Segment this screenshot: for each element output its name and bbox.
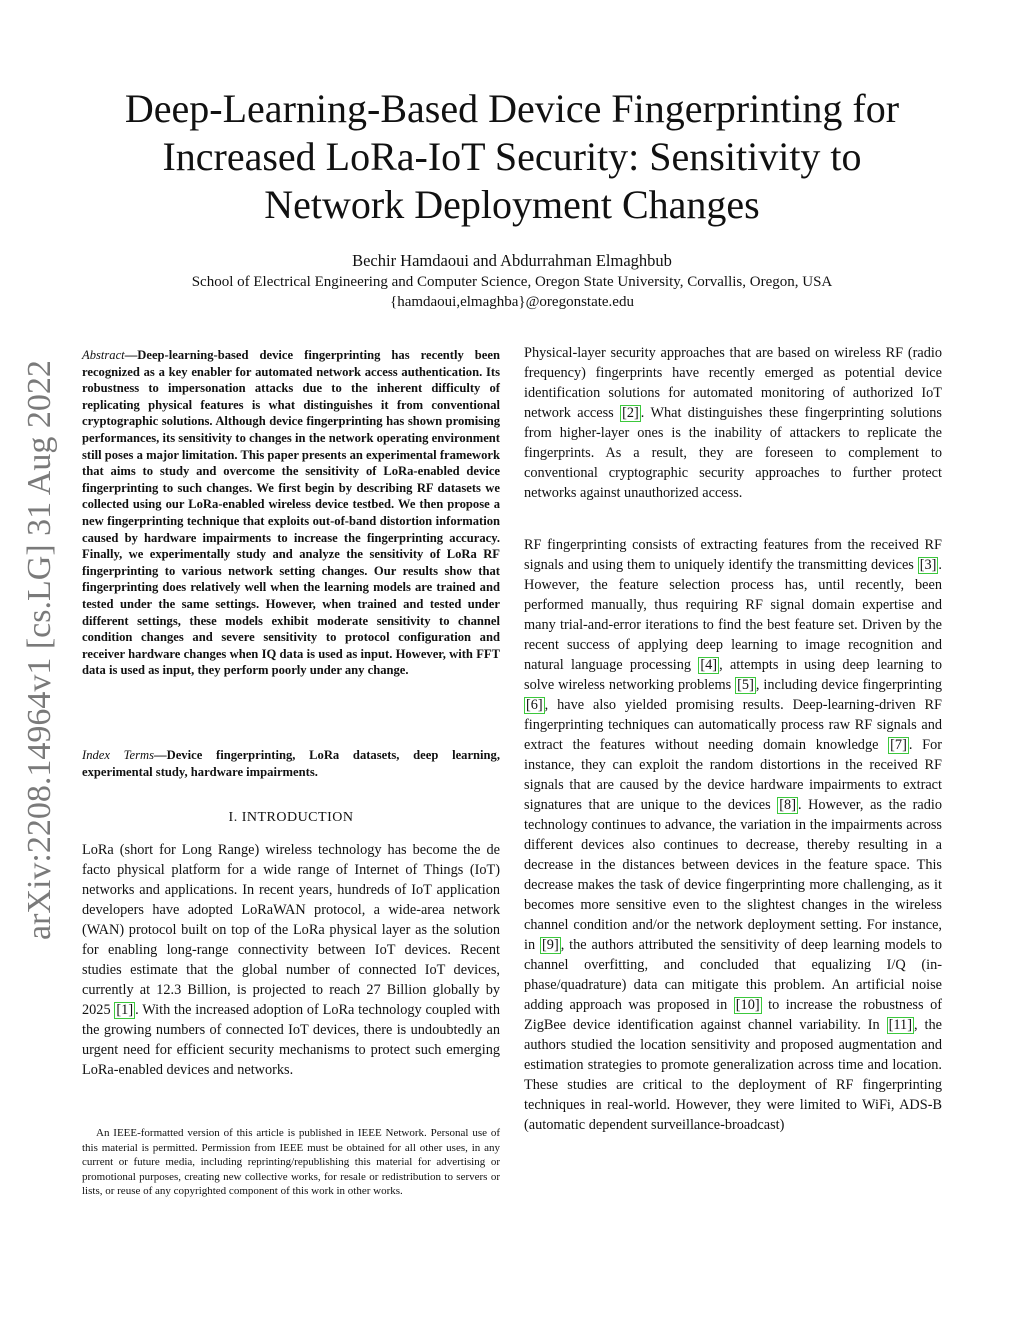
citation-link[interactable]: [7] bbox=[890, 737, 907, 753]
paragraph-text: , the authors attributed the sensitivity of deep learning models to channel overfitting, and concluded that equalizing I/Q (in-phase/quadrature) data can mitigate this problem. An artificial noise adding approach was proposed in bbox=[524, 937, 943, 1013]
citation-link[interactable]: [5] bbox=[737, 677, 754, 693]
right-paragraph-2 bbox=[524, 535, 942, 1135]
abstract-text: —Deep-learning-based device fingerprinting has recently been recognized as a key enabler for automated network access authentication. Its robustness to impersonation attacks due to the inherent difficulty of replicating physical features is what distinguishes it from conventional cryptographic solutions. Although device fingerprinting has shown promising performances, its sensitivity to changes in the network operating environment still poses a major limitation. This paper presents an experimental framework that aims to study and overcome the sensitivity of LoRa-enabled device fingerprinting to such changes. We first begin by describing RF datasets we collected using our LoRa-enabled wireless device testbed. We then propose a new fingerprinting technique that exploits out-of-band distortion information caused by hardware impairments to increase the fingerprinting accuracy. Finally, we experimentally study and analyze the sensitivity of LoRa RF fingerprinting to various network setting changes. Our results show that fingerprinting does relatively well when the learning models are trained and tested under the same settings. However, when trained and tested under different settings, these models exhibit moderate sensitivity to channel condition changes and severe sensitivity to protocol configuration and receiver hardware changes when IQ data is used as input. However, with FFT data is used as input, they perform poorly under any change. bbox=[82, 348, 500, 678]
abstract-label: Abstract bbox=[82, 348, 125, 362]
intro-text: LoRa (short for Long Range) wireless technology has become the de facto physical platform for a wide range of Internet of Things (IoT) networks and applications. In recent years, hundreds of IoT application developers have adopted LoRaWAN protocol, a wide-area network (WAN) protocol built on top of the LoRa physical layer as the solution for enabling long-range connectivity between IoT devices. Recent studies estimate that the global number of connected IoT devices, currently at 12.3 Billion, is projected to reach 27 Billion globally by 2025 bbox=[82, 842, 500, 1018]
section-heading-introduction: I. INTRODUCTION bbox=[228, 810, 354, 825]
citation-link[interactable]: [2] bbox=[622, 405, 639, 421]
paragraph-text: RF fingerprinting consists of extracting features from the received RF signals and using them to uniquely identify the transmitting devices bbox=[524, 537, 942, 573]
paper-affiliation: School of Electrical Engineering and Computer Science, Oregon State University, Corvallis, Oregon, USA bbox=[191, 274, 833, 290]
paper-email: {hamdaoui,elmaghba}@oregonstate.edu bbox=[390, 294, 634, 310]
right-paragraph-1 bbox=[524, 343, 942, 503]
citation-link[interactable]: [10] bbox=[735, 997, 760, 1013]
index-terms-label: Index Terms bbox=[82, 748, 155, 762]
paper-authors: Bechir Hamdaoui and Abdurrahman Elmaghbub bbox=[352, 251, 672, 270]
index-terms bbox=[82, 747, 500, 780]
citation-link[interactable]: [11] bbox=[888, 1017, 912, 1033]
paragraph-text: . What distinguishes these fingerprinting solutions from higher-layer ones is the inability of attackers to replicate the fingerprints. As a result, they are foreseen to complement to conventional cryptographic security approaches to further protect networks against unauthorized access. bbox=[524, 405, 942, 501]
abstract bbox=[82, 347, 500, 679]
arxiv-stamp: arXiv:2208.14964v1 [cs.LG] 31 Aug 2022 bbox=[21, 360, 58, 940]
footnote bbox=[82, 1126, 500, 1199]
footnote-text: An IEEE-formatted version of this article is published in IEEE Network. Personal use of this material is permitted. Permission from IEEE must be obtained for all other uses, in any current or future media, including reprinting/republishing this material for advertising or promotional purposes, creating new collective works, for resale or redistribution to servers or lists, or reuse of any copyrighted component of this work in other works. bbox=[82, 1127, 500, 1197]
paragraph-text: , attempts in using deep learning to solve wireless networking problems bbox=[524, 657, 943, 693]
paper-title: Deep-Learning-Based Device Fingerprinting for Increased LoRa-IoT Security: Sensitivity to Network Deployment Changes bbox=[124, 86, 900, 227]
paragraph-text: . For instance, they can exploit the random distortions in the received RF signals that are caused by the device hardware impairments to extract signatures that are unique to the devices bbox=[524, 737, 942, 813]
citation-link[interactable]: [4] bbox=[700, 657, 718, 673]
citation-link[interactable]: [6] bbox=[526, 697, 543, 713]
paragraph-text: . However, the feature selection process has, until recently, been performed manually, thus requiring RF signal domain expertise and many trial-and-error iterations to find the best feature set. Driven by the recent success of applying deep learning to image recognition and natural language processing bbox=[524, 557, 942, 673]
paragraph-text: , including device fingerprinting bbox=[755, 677, 942, 693]
index-terms-text: —Device fingerprinting, LoRa datasets, deep learning, experimental study, hardware impairments. bbox=[82, 748, 501, 779]
paragraph-text: . However, as the radio technology continues to advance, the variation in the impairments across different devices also continues to decrease, thereby resulting in a decrease in the distances between devices in the feature space. This decrease makes the task of device fingerprinting more challenging, as it becomes more sensitive even to the slightest changes in the wireless channel condition and/or the network deployment setting. For instance, in bbox=[524, 797, 942, 953]
intro-text-tail: . With the increased adoption of LoRa technology coupled with the growing numbers of connected IoT devices, there is undoubtedly an urgent need for efficient security mechanisms to protect such emerging LoRa-enabled devices and networks. bbox=[82, 1002, 500, 1078]
citation-link[interactable]: [9] bbox=[542, 937, 559, 953]
citation-link[interactable]: [8] bbox=[779, 797, 796, 813]
citation-link[interactable]: [1] bbox=[116, 1002, 134, 1018]
paragraph-text: , have also yielded promising results. Deep-learning-driven RF fingerprinting techniques can automatically process raw RF signals and extract the features without needing domain knowledge bbox=[524, 697, 942, 753]
paragraph-text: Physical-layer security approaches that are based on wireless RF (radio frequency) fingerprints have recently emerged as potential device identification solutions for automated monitoring of authorized IoT network access bbox=[524, 345, 942, 421]
citation-link[interactable]: [3] bbox=[919, 557, 937, 573]
paragraph-text: , the authors studied the location sensitivity and proposed augmentation and estimation strategies to promote generalization across time and location. These studies are critical to the deployment of RF fingerprinting techniques in real-world. However, they were limited to WiFi, ADS-B (automatic dependent surveillance-broadcast) bbox=[524, 1017, 942, 1133]
paragraph-text: to increase the robustness of ZigBee device identification against channel variability. In bbox=[524, 997, 942, 1033]
intro-paragraph bbox=[82, 840, 500, 1080]
